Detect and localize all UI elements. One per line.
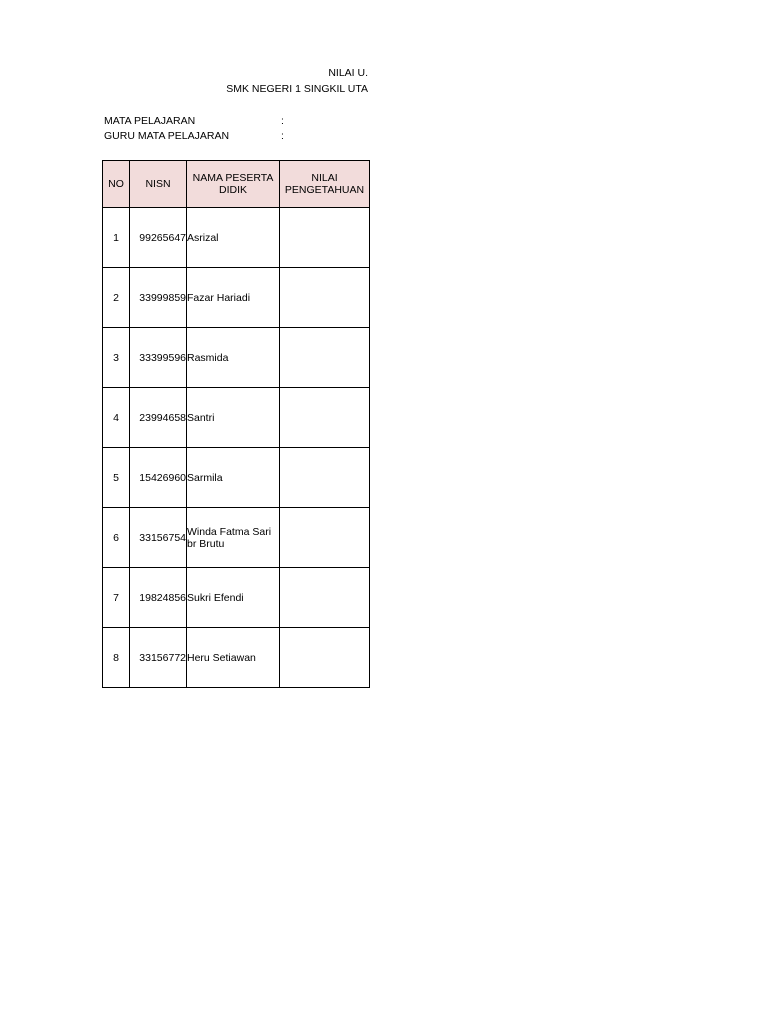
subject-colon: : xyxy=(281,115,284,127)
row-student-name: Sukri Efendi xyxy=(187,568,280,628)
row-nisn: 33999859 xyxy=(130,268,187,328)
school-name: SMK NEGERI 1 SINGKIL UTA xyxy=(226,83,368,95)
row-score-cell[interactable] xyxy=(280,268,370,328)
row-nisn: 23994658 xyxy=(130,388,187,448)
row-score-cell[interactable] xyxy=(280,328,370,388)
row-number: 6 xyxy=(103,508,130,568)
column-header-nisn: NISN xyxy=(130,161,187,208)
row-student-name: Fazar Hariadi xyxy=(187,268,280,328)
table-row xyxy=(103,508,370,568)
teacher-label: GURU MATA PELAJARAN xyxy=(104,130,230,142)
grades-table xyxy=(102,160,370,688)
table-row xyxy=(103,328,370,388)
row-student-name: Rasmida xyxy=(187,328,280,388)
row-number: 5 xyxy=(103,448,130,508)
row-student-name: Winda Fatma Sari br Brutu xyxy=(187,508,280,568)
subject-label: MATA PELAJARAN xyxy=(104,115,196,127)
table-row xyxy=(103,628,370,688)
row-nisn: 15426960 xyxy=(130,448,187,508)
row-nisn: 99265647 xyxy=(130,208,187,268)
row-nisn: 33156754 xyxy=(130,508,187,568)
row-score-cell[interactable] xyxy=(280,508,370,568)
row-score-cell[interactable] xyxy=(280,568,370,628)
row-number: 3 xyxy=(103,328,130,388)
row-score-cell[interactable] xyxy=(280,628,370,688)
row-number: 4 xyxy=(103,388,130,448)
row-student-name: Santri xyxy=(187,388,280,448)
table-row xyxy=(103,208,370,268)
row-student-name: Asrizal xyxy=(187,208,280,268)
row-score-cell[interactable] xyxy=(280,388,370,448)
table-header-row xyxy=(103,161,370,208)
row-student-name: Heru Setiawan xyxy=(187,628,280,688)
column-header-no: NO xyxy=(103,161,130,208)
table-row xyxy=(103,568,370,628)
table-row xyxy=(103,448,370,508)
row-number: 7 xyxy=(103,568,130,628)
column-header-score: NILAI PENGETAHUAN xyxy=(280,161,370,208)
row-number: 8 xyxy=(103,628,130,688)
row-number: 2 xyxy=(103,268,130,328)
table-row xyxy=(103,388,370,448)
row-student-name: Sarmila xyxy=(187,448,280,508)
teacher-colon: : xyxy=(281,130,284,142)
row-score-cell[interactable] xyxy=(280,208,370,268)
row-nisn: 19824856 xyxy=(130,568,187,628)
table-row xyxy=(103,268,370,328)
column-header-name: NAMA PESERTA DIDIK xyxy=(187,161,280,208)
document-title: NILAI U. xyxy=(328,67,368,79)
row-nisn: 33399596 xyxy=(130,328,187,388)
row-score-cell[interactable] xyxy=(280,448,370,508)
row-nisn: 33156772 xyxy=(130,628,187,688)
row-number: 1 xyxy=(103,208,130,268)
